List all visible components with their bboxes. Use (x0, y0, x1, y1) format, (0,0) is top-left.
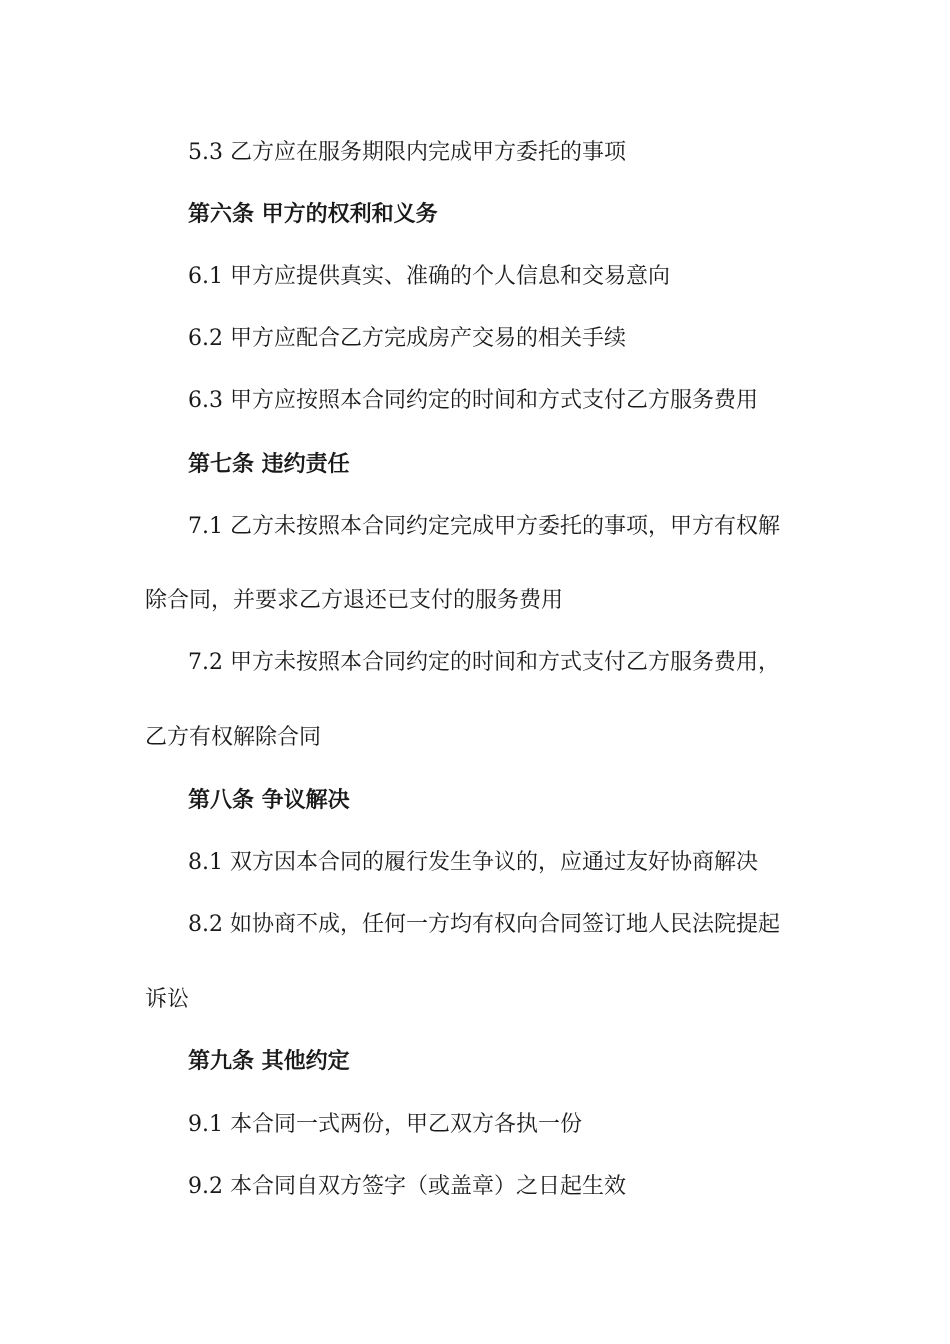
clause-6-2: 6.2 甲方应配合乙方完成房产交易的相关手续 (188, 326, 626, 351)
clause-8-2: 8.2 如协商不成，任何一方均有权向合同签订地人民法院提起 (188, 912, 780, 937)
article-7-heading: 第七条 违约责任 (188, 452, 350, 477)
clause-6-3: 6.3 甲方应按照本合同约定的时间和方式支付乙方服务费用 (188, 388, 758, 413)
article-6-heading: 第六条 甲方的权利和义务 (188, 202, 438, 227)
clause-9-1: 9.1 本合同一式两份，甲乙双方各执一份 (188, 1112, 582, 1137)
clause-6-1: 6.1 甲方应提供真实、准确的个人信息和交易意向 (188, 264, 670, 289)
clause-9-2: 9.2 本合同自双方签字（或盖章）之日起生效 (188, 1174, 626, 1199)
article-9-heading: 第九条 其他约定 (188, 1049, 350, 1074)
clause-8-2-continued: 诉讼 (145, 987, 190, 1012)
clause-5-3: 5.3 乙方应在服务期限内完成甲方委托的事项 (188, 140, 626, 165)
clause-7-1-continued: 除合同，并要求乙方退还已支付的服务费用 (145, 588, 564, 613)
article-8-heading: 第八条 争议解决 (188, 788, 350, 813)
clause-7-2-continued: 乙方有权解除合同 (145, 725, 322, 750)
clause-7-1: 7.1 乙方未按照本合同约定完成甲方委托的事项，甲方有权解 (188, 514, 780, 539)
clause-8-1: 8.1 双方因本合同的履行发生争议的，应通过友好协商解决 (188, 850, 758, 875)
clause-7-2: 7.2 甲方未按照本合同约定的时间和方式支付乙方服务费用， (188, 650, 780, 675)
